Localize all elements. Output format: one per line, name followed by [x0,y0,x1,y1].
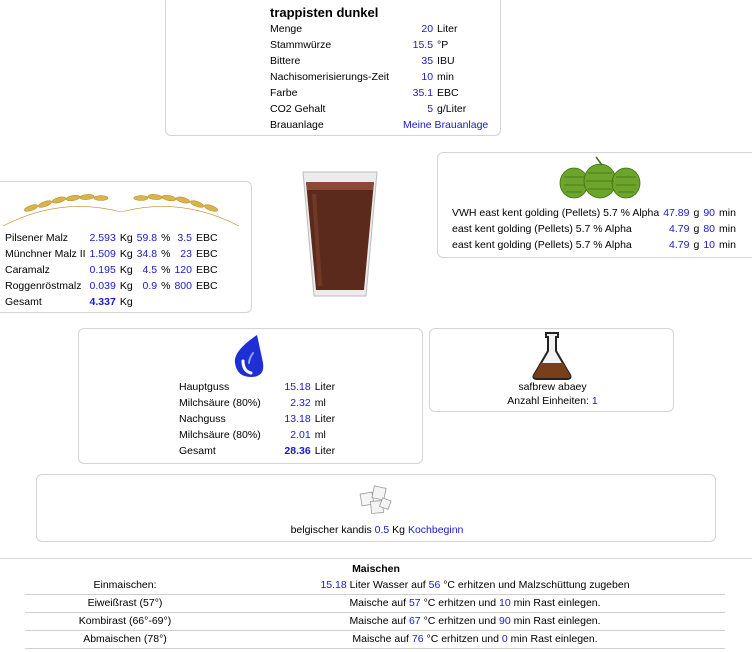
hop-minutes-unit: min [719,239,736,251]
sugar-name: belgischer kandis [290,524,372,536]
mash-step-part: 90 [498,615,511,627]
mash-step-label: Abmaischen (78°) [83,633,167,645]
malt-ebc: 3.5 [177,232,192,244]
hop-row [450,237,738,253]
malt-pct: 0.9 [142,280,158,292]
mash-step-description [225,577,725,594]
hop-grams: 4.79 [669,223,690,235]
malt-total-row [3,294,220,310]
mash-step-part: min Rast einlegen. [510,615,601,627]
mash-step-part: °C erhitzen und Malzschüttung zugeben [440,579,630,591]
malt-kg: 1.509 [89,248,116,260]
mash-title: Maischen [352,563,400,575]
mash-step [25,613,725,631]
recipe-row-value: 35 [421,55,434,67]
recipe-row-unit: Liter [437,23,458,35]
hop-minutes: 90 [703,207,716,219]
mash-step-description [225,613,725,630]
water-panel [78,328,423,464]
hop-name: east kent golding (Pellets) 5.7 % Alpha [452,239,632,251]
malt-pct-unit: % [161,232,171,244]
mash-step-part: Maische auf [349,597,409,609]
malt-ebc-unit: EBC [195,280,218,292]
malt-total-label: Gesamt [5,296,42,308]
hop-name: VWH east kent golding (Pellets) 5.7 % Alpha [452,207,660,219]
hop-name: east kent golding (Pellets) 5.7 % Alpha [452,223,632,235]
sugar-timing: Kochbeginn [407,524,464,536]
recipe-brewery-label: Brauanlage [270,119,324,131]
recipe-row-unit: min [437,71,454,83]
water-drop-icon [231,333,267,379]
water-label: Milchsäure (80%) [179,429,261,441]
water-value: 13.18 [284,413,311,425]
recipe-row-value: 35.1 [412,87,434,99]
hop-grams: 47.89 [663,207,690,219]
mash-step-part: Liter Wasser auf [346,579,429,591]
recipe-row-value: 5 [427,103,434,115]
water-total-label: Gesamt [179,445,216,457]
malt-kg: 0.195 [89,264,116,276]
water-label: Hauptguss [179,381,230,393]
sugar-panel [36,474,716,542]
malt-ebc: 23 [180,248,192,260]
yeast-units-value: 1 [591,395,598,407]
mash-step-part: 67 [408,615,421,627]
malt-panel [0,181,252,313]
yeast-units-label: Anzahl Einheiten: [507,395,589,407]
grain-icon [1,186,241,230]
malt-pct-unit: % [161,264,171,276]
malt-row [3,278,220,294]
yeast-panel [429,328,674,412]
mash-step-part: min Rast einlegen. [510,597,601,609]
malt-row [3,230,220,246]
mash-step-part: Maische auf [349,615,409,627]
yeast-name: safbrew abaey [518,381,587,393]
recipe-row-label: Stammwürze [270,39,332,51]
malt-pct: 59.8 [136,232,158,244]
mash-step-part: 0 [501,633,508,645]
recipe-row-unit: °P [437,39,449,51]
mash-section [0,558,752,652]
recipe-panel [165,0,501,136]
malt-kg-unit: Kg [119,232,133,244]
yeast-flask-icon [530,331,574,381]
malt-total-value: 4.337 [89,296,116,308]
recipe-row [268,69,490,85]
hop-row [450,221,738,237]
mash-step-label: Einmaischen: [93,579,157,591]
mash-step-label: Eiweißrast (57°) [87,597,163,609]
malt-pct: 34.8 [136,248,158,260]
malt-table [3,230,220,310]
water-unit: Liter [314,413,336,425]
recipe-row-label: Bittere [270,55,301,67]
water-unit: ml [314,429,326,441]
malt-kg: 0.039 [89,280,116,292]
malt-name: Caramalz [5,264,50,276]
recipe-brewery-row [268,117,490,133]
mash-step-part: °C erhitzen und [423,633,502,645]
malt-name: Münchner Malz II [5,248,86,260]
water-row [177,427,337,443]
mash-step-part: 15.18 [320,579,347,591]
malt-ebc-unit: EBC [195,248,218,260]
recipe-row [268,85,490,101]
mash-step-part: 56 [428,579,441,591]
recipe-brewery-value[interactable]: Meine Brauanlage [403,119,489,131]
recipe-row-label: Farbe [270,87,298,99]
water-label: Nachguss [179,413,226,425]
water-total-row [177,443,337,459]
malt-ebc-unit: EBC [195,264,218,276]
recipe-row-label: CO2 Gehalt [270,103,326,115]
water-value: 15.18 [284,381,311,393]
recipe-row-unit: EBC [437,87,459,99]
recipe-row [268,53,490,69]
malt-pct-unit: % [161,248,171,260]
recipe-row-unit: IBU [437,55,455,67]
mash-step-part: 10 [498,597,511,609]
mash-steps [25,577,725,649]
water-unit: Liter [314,381,336,393]
water-total-unit: Liter [314,445,336,457]
water-table [177,379,337,459]
recipe-table [268,21,490,133]
mash-step-part: min Rast einlegen. [507,633,598,645]
hops-panel [437,152,752,258]
water-label: Milchsäure (80%) [179,397,261,409]
mash-step-description [225,595,725,612]
malt-kg: 2.593 [89,232,116,244]
recipe-row [268,37,490,53]
malt-kg-unit: Kg [119,280,133,292]
malt-kg-unit: Kg [119,248,133,260]
sugar-unit: Kg [392,524,406,536]
hop-grams: 4.79 [669,239,690,251]
malt-name: Pilsener Malz [5,232,69,244]
malt-ebc-unit: EBC [195,232,218,244]
mash-step [25,595,725,613]
mash-step-label: Kombirast (66°-69°) [78,615,172,627]
beer-glass-icon [300,170,380,300]
hops-icon [556,155,646,201]
hop-minutes-unit: min [719,223,736,235]
hop-minutes: 80 [703,223,716,235]
mash-step-part: 76 [411,633,424,645]
sugar-icon [357,483,393,517]
water-row [177,411,337,427]
hop-minutes-unit: min [719,207,736,219]
malt-ebc: 800 [174,280,192,292]
mash-step-description [225,631,725,648]
water-row [177,379,337,395]
yeast-units [430,395,675,407]
mash-step-part: 57 [408,597,421,609]
water-value: 2.01 [290,429,311,441]
water-row [177,395,337,411]
malt-ebc: 120 [174,264,192,276]
recipe-row-unit: g/Liter [437,103,467,115]
mash-step [25,631,725,649]
malt-total-unit: Kg [119,296,133,308]
mash-step-part: °C erhitzen und [420,597,499,609]
hop-grams-unit: g [693,207,700,219]
water-unit: ml [314,397,326,409]
recipe-row-value: 10 [421,71,434,83]
malt-row [3,262,220,278]
recipe-row [268,101,490,117]
hops-table [450,205,738,253]
malt-pct-unit: % [161,280,171,292]
recipe-title: trappisten dunkel [270,5,379,20]
water-total-value: 28.36 [284,445,311,457]
water-value: 2.32 [290,397,311,409]
malt-pct: 4.5 [142,264,158,276]
recipe-row-label: Nachisomerisierungs-Zeit [270,71,390,83]
hop-minutes: 10 [703,239,716,251]
mash-step [25,577,725,595]
malt-row [3,246,220,262]
hop-row [450,205,738,221]
recipe-row-label: Menge [270,23,303,35]
recipe-row-value: 20 [421,23,434,35]
recipe-row [268,21,490,37]
mash-step-part: Maische auf [352,633,412,645]
sugar-line [37,524,717,536]
mash-step-part: °C erhitzen und [420,615,499,627]
malt-kg-unit: Kg [119,264,133,276]
hop-grams-unit: g [693,223,700,235]
malt-name: Roggenröstmalz [5,280,82,292]
hop-grams-unit: g [693,239,700,251]
sugar-value: 0.5 [374,524,390,536]
recipe-row-value: 15.5 [412,39,434,51]
